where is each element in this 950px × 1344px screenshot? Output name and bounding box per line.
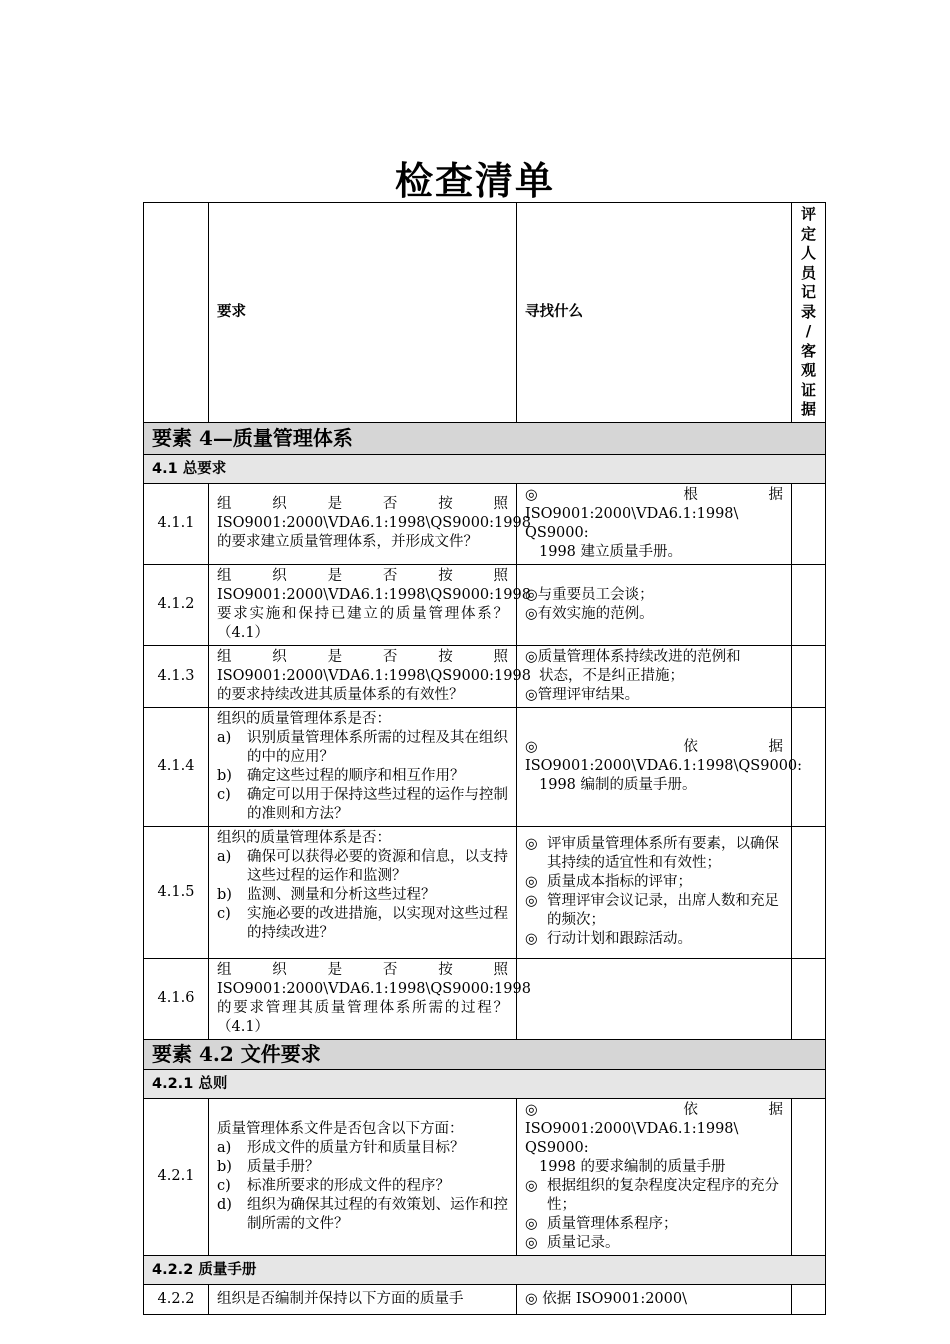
row-number: 4.1.4 <box>144 707 209 826</box>
row-number: 4.2.2 <box>144 1284 209 1314</box>
table-row <box>144 826 826 958</box>
table-row <box>144 1098 826 1255</box>
look-for-cell <box>517 1098 792 1255</box>
look-for-line: 状态，不是纠正措施； <box>539 667 684 684</box>
record-cell[interactable] <box>792 645 826 707</box>
look-for-list <box>525 835 783 949</box>
look-for-list <box>525 1177 783 1253</box>
requirement-intro: 组织的质量管理体系是否： <box>217 710 391 727</box>
requirement-intro: 质量管理体系文件是否包含以下方面： <box>217 1120 464 1137</box>
look-for-line: ◎ 根据 ISO9001:2000\VDA6.1:1998\ QS9000: <box>525 486 783 541</box>
table-row <box>144 707 826 826</box>
requirement-cell <box>209 707 517 826</box>
list-item: c) 确定可以用于保持这些过程的运作与控制的准则和方法？ <box>217 786 508 822</box>
look-for-line: ◎ 依据 ISO9001:2000\ <box>517 1284 792 1314</box>
requirement-intro: 组织的质量管理体系是否： <box>217 829 391 846</box>
section-row-4-2 <box>144 1039 826 1069</box>
table-row <box>144 645 826 707</box>
header-num-cell <box>144 203 209 423</box>
record-cell[interactable] <box>792 564 826 645</box>
list-item: ◎ 质量成本指标的评审； <box>525 874 692 890</box>
list-item: a) 确保可以获得必要的资源和信息，以支持这些过程的运作和监测？ <box>217 848 508 884</box>
look-for-line: ◎管理评审结果。 <box>525 686 640 703</box>
list-item: a) 识别质量管理体系所需的过程及其在组织的中的应用？ <box>217 729 508 765</box>
list-item: b) 质量手册？ <box>217 1158 320 1175</box>
header-record <box>792 203 826 423</box>
row-number: 4.1.3 <box>144 645 209 707</box>
list-item: ◎ 质量管理体系程序； <box>525 1215 678 1232</box>
record-cell[interactable] <box>792 483 826 564</box>
section-title-4-2: 要素 4.2 文件要求 <box>144 1039 826 1069</box>
list-item: b) 确定这些过程的顺序和相互作用？ <box>217 767 465 784</box>
look-for-line: ◎ 依据 ISO9001:2000\VDA6.1:1998\ QS9000: <box>525 1101 783 1156</box>
record-cell[interactable] <box>792 826 826 958</box>
row-number: 4.1.2 <box>144 564 209 645</box>
requirement-list <box>217 729 508 824</box>
section-row-4-2-2 <box>144 1255 826 1284</box>
requirement-list <box>217 1139 508 1234</box>
checklist-table <box>143 202 826 1315</box>
look-for-cell <box>517 826 792 958</box>
look-for-line: ◎与重要员工会谈； <box>525 586 654 603</box>
look-for-cell <box>517 564 792 645</box>
table-row <box>144 958 826 1039</box>
requirement-text: 组织是否按照 ISO9001:2000\VDA6.1:1998\QS9000:1998 的要求建立质量管理体系，并形成文件？ <box>209 483 517 564</box>
header-look-for: 寻找什么 <box>517 203 792 423</box>
requirement-text: 组织是否按照 ISO9001:2000\VDA6.1:1998\QS9000:1998 的要求管理其质量管理体系所需的过程？（4.1） <box>209 958 517 1039</box>
list-item: b) 监测、测量和分析这些过程？ <box>217 886 436 903</box>
section-title-4-1: 4.1 总要求 <box>144 454 826 483</box>
section-title-4: 要素 4—质量管理体系 <box>144 422 826 454</box>
list-item: ◎ 管理评审会议记录，出席人数和充足的频次； <box>525 893 779 928</box>
requirement-cell <box>209 1098 517 1255</box>
look-for-line: ◎质量管理体系持续改进的范例和 <box>525 648 741 665</box>
list-item: ◎ 评审质量管理体系所有要素，以确保其持续的适宜性和有效性； <box>525 836 779 871</box>
look-for-line: 1998 的要求编制的质量手册 <box>539 1158 726 1175</box>
record-cell[interactable] <box>792 958 826 1039</box>
record-cell[interactable] <box>792 1098 826 1255</box>
record-cell[interactable] <box>792 1284 826 1314</box>
row-number: 4.1.6 <box>144 958 209 1039</box>
list-item: ◎ 行动计划和跟踪活动。 <box>525 931 692 947</box>
row-number: 4.1.5 <box>144 826 209 958</box>
section-title-4-2-1: 4.2.1 总则 <box>144 1069 826 1098</box>
header-requirement: 要求 <box>209 203 517 423</box>
requirement-list <box>217 848 508 943</box>
list-item: ◎ 根据组织的复杂程度决定程序的充分性； <box>525 1177 779 1213</box>
look-for-line: ◎有效实施的范例。 <box>525 605 654 622</box>
look-for-cell <box>517 645 792 707</box>
look-for-line: 1998 编制的质量手册。 <box>539 777 697 793</box>
list-item: d) 组织为确保其过程的有效策划、运作和控制所需的文件？ <box>217 1196 508 1232</box>
requirement-text: 组织是否按照 ISO9001:2000\VDA6.1:1998\QS9000:1998 要求实施和保持已建立的质量管理体系？（4.1） <box>209 564 517 645</box>
look-for-line: ◎ 依据 ISO9001:2000\VDA6.1:1998\QS9000: <box>525 739 803 774</box>
list-item: c) 实施必要的改进措施，以实现对这些过程的持续改进？ <box>217 905 508 941</box>
requirement-cell <box>209 826 517 958</box>
section-row-4-1 <box>144 454 826 483</box>
table-row <box>144 1284 826 1314</box>
row-number: 4.1.1 <box>144 483 209 564</box>
table-row <box>144 483 826 564</box>
list-item: c) 标准所要求的形成文件的程序？ <box>217 1177 450 1194</box>
list-item: a) 形成文件的质量方针和质量目标？ <box>217 1139 465 1156</box>
section-title-4-2-2: 4.2.2 质量手册 <box>144 1255 826 1284</box>
section-row-4-2-1 <box>144 1069 826 1098</box>
header-record-text: 评 定 人 员 记 录 / 客 观 证 据 <box>800 205 816 418</box>
table-row <box>144 564 826 645</box>
requirement-text: 组织是否编制并保持以下方面的质量手 <box>209 1284 517 1314</box>
header-row <box>144 203 826 423</box>
look-for-line: 1998 建立质量手册。 <box>539 543 683 560</box>
look-for-cell <box>517 958 792 1039</box>
section-row-4 <box>144 422 826 454</box>
page-title: 检查清单 <box>394 159 555 203</box>
requirement-text: 组织是否按照 ISO9001:2000\VDA6.1:1998\QS9000:1998 的要求持续改进其质量体系的有效性？ <box>209 645 517 707</box>
look-for-cell <box>517 707 803 826</box>
look-for-cell <box>517 483 792 564</box>
row-number: 4.2.1 <box>144 1098 209 1255</box>
list-item: ◎ 质量记录。 <box>525 1234 620 1251</box>
